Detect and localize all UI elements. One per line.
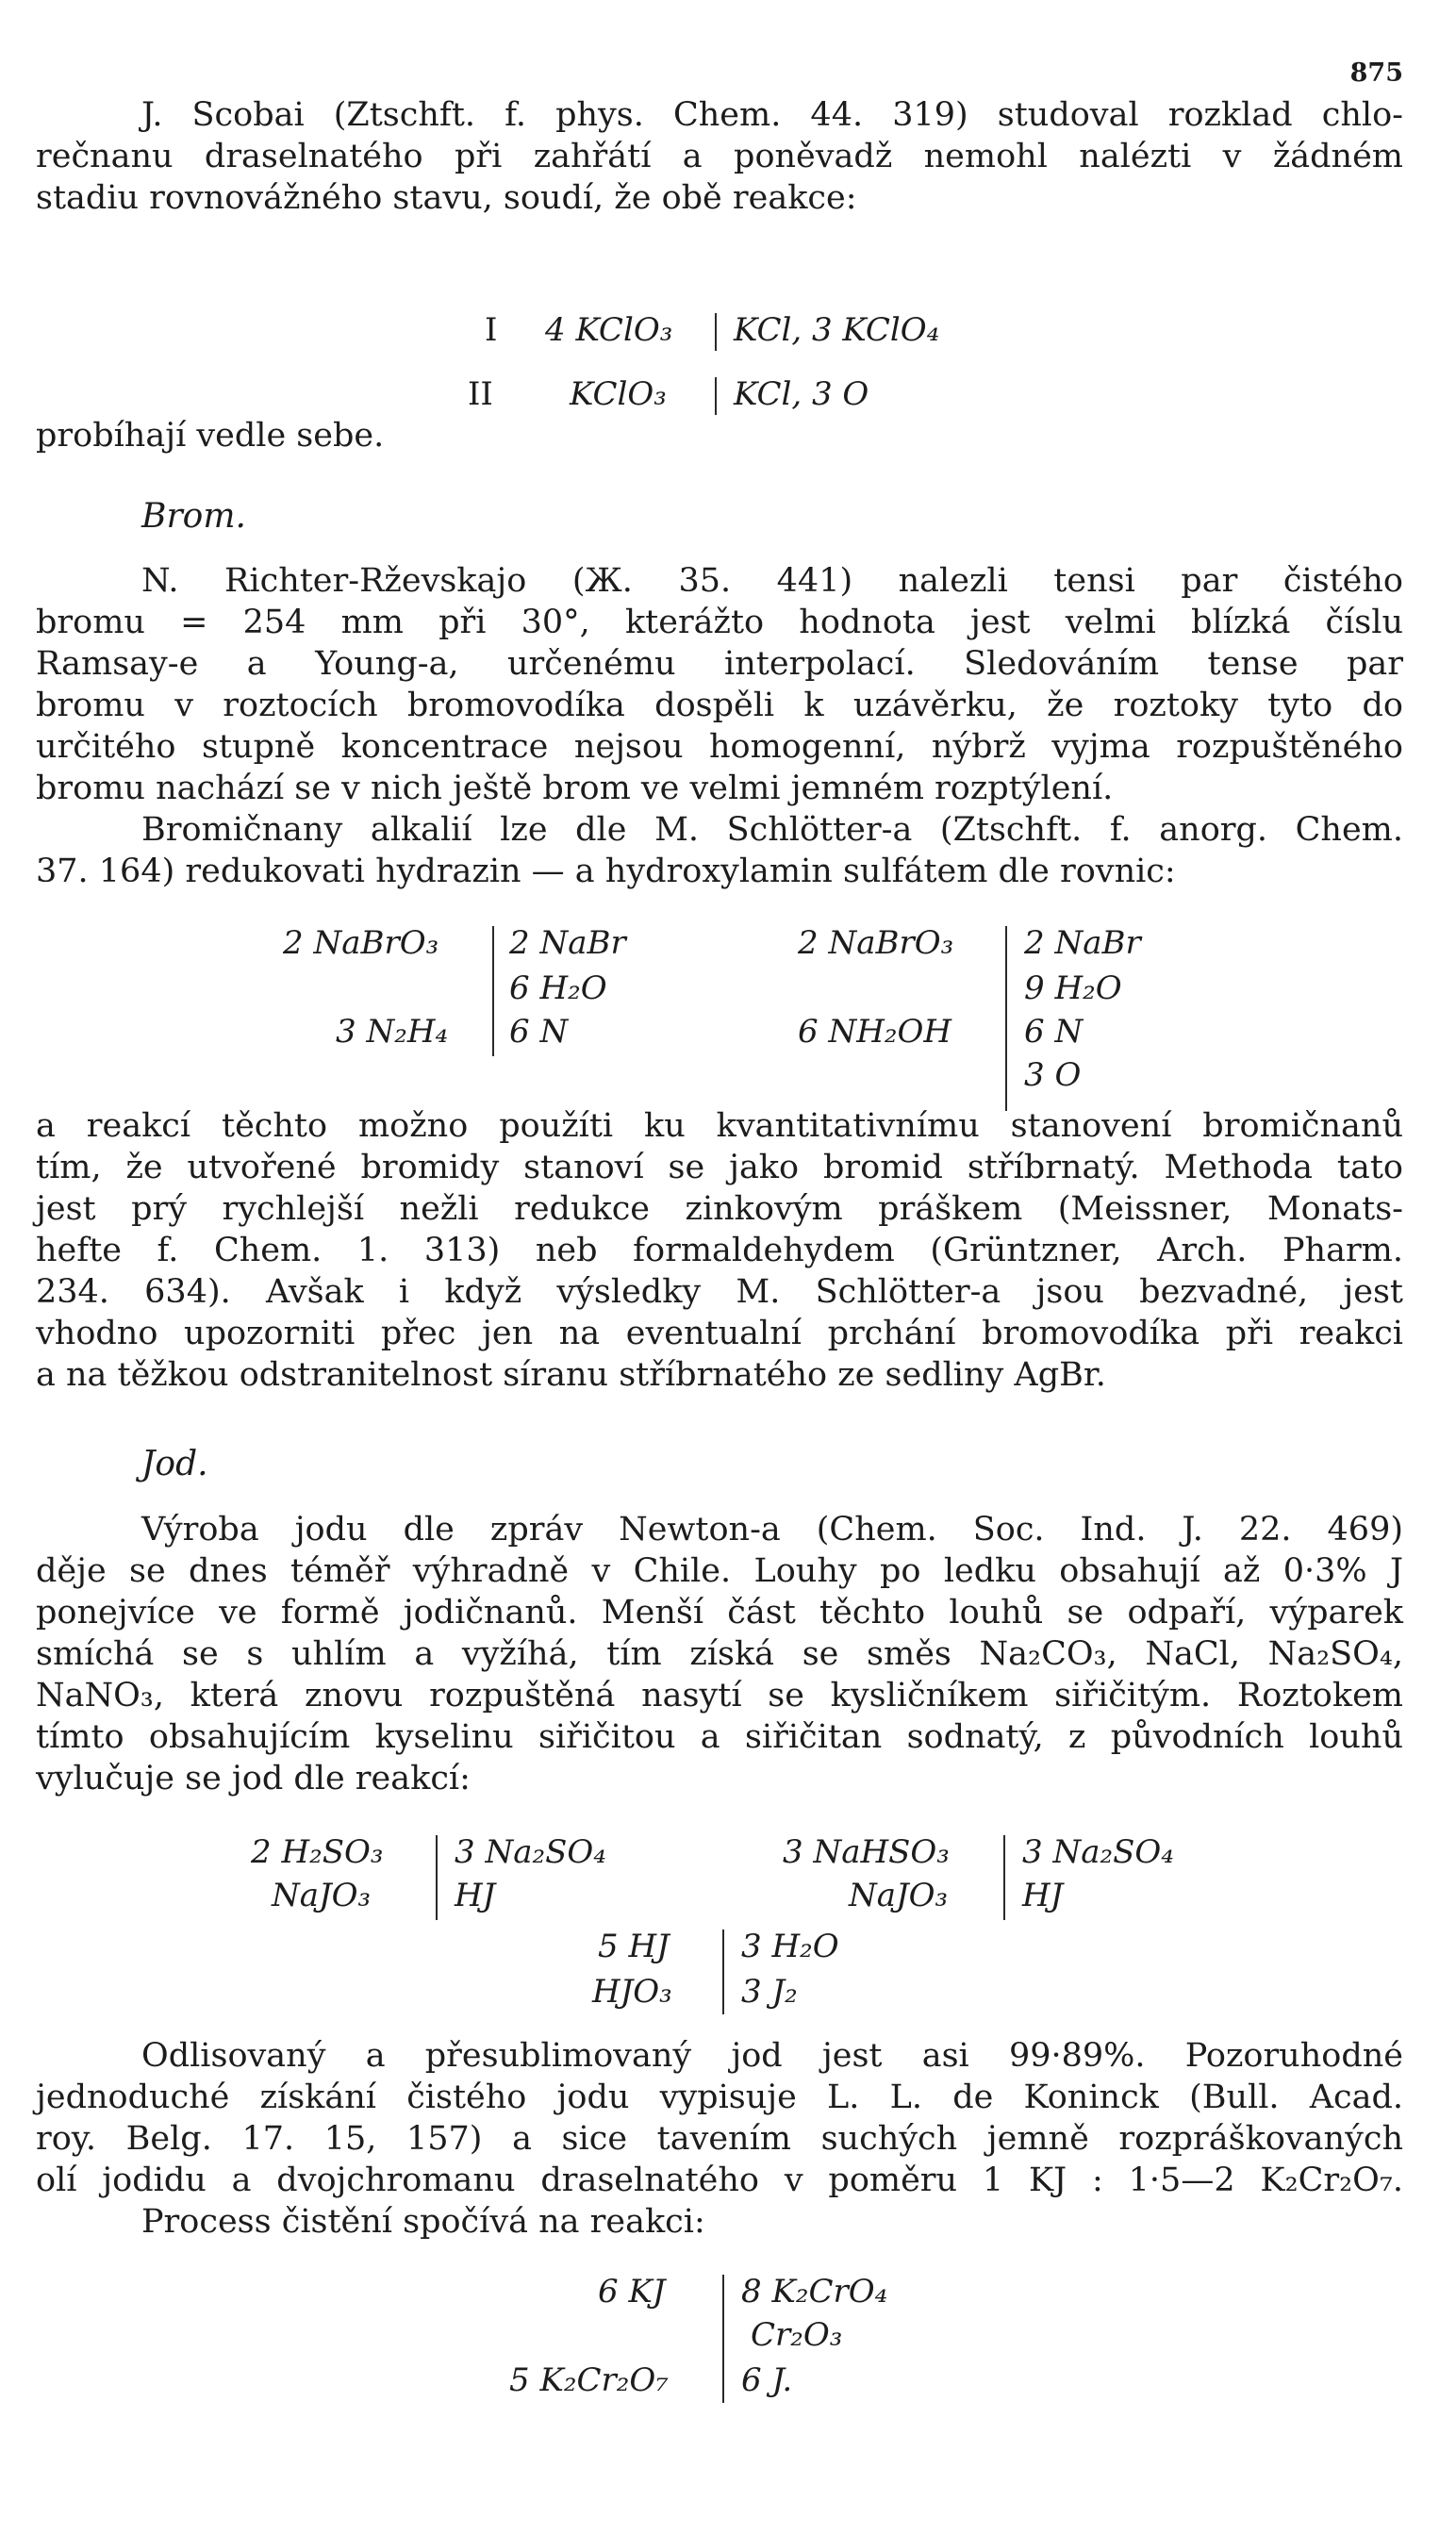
reaction-right: 3 Na₂SO₄ [1022, 1833, 1174, 1871]
paragraph-bromates [36, 809, 1403, 892]
reaction-right: 3 J₂ [741, 1973, 798, 2011]
reaction-roman-numeral: II [468, 375, 493, 413]
reaction-divider [715, 377, 717, 415]
text-line: smíchá se s uhlím a vyžíhá, tím získá se směs Na₂CO₃, NaCl, Na₂SO₄, [36, 1635, 1403, 1673]
text-line: stadiu rovnovážného stavu, soudí, že obě reakce: [36, 179, 857, 217]
paragraph-bromate-analysis [36, 1105, 1403, 1396]
text-line: určitého stupně koncentrace nejsou homogenní, nýbrž vyjma rozpuštěného [36, 728, 1403, 766]
text-line: jest prý rychlejší nežli redukce zinkovým práškem (Meissner, Monats- [36, 1190, 1403, 1228]
text-line: N. Richter-Rževskajo (Ж. 35. 441) nalezli tensi par čistého [141, 562, 1403, 600]
text-line: rečnanu draselnatého při zahřátí a poněvadž nemohl nalézti v žádném [36, 138, 1403, 175]
text-line: tím, že utvořené bromidy stanoví se jako bromid stříbrnatý. Methoda tato [36, 1149, 1403, 1186]
text-line: vylučuje se jod dle reakcí: [36, 1760, 471, 1797]
reaction-right: 3 Na₂SO₄ [455, 1833, 606, 1871]
text-line: a na těžkou odstranitelnost síranu stříbrnatého ze sedliny AgBr. [36, 1356, 1106, 1394]
text-line: bromu = 254 mm při 30°, kterážto hodnota jest velmi blízká číslu [36, 604, 1403, 641]
paragraph-koninck [36, 2035, 1403, 2243]
reaction-left: HJO₃ [592, 1973, 672, 2011]
reaction-divider [1005, 926, 1007, 1111]
reaction-left: NaJO₃ [272, 1877, 372, 1914]
reaction-right: 2 NaBr [1024, 924, 1141, 962]
reaction-divider [492, 926, 494, 1056]
reaction-right: 3 H₂O [741, 1928, 839, 1965]
reaction-left: 5 K₂Cr₂O₇ [509, 2361, 669, 2399]
reaction-right: 6 H₂O [509, 969, 607, 1007]
text-line: Bromičnany alkalií lze dle M. Schlötter-a (Ztschft. f. anorg. Chem. [141, 811, 1403, 849]
reaction-divider [436, 1835, 438, 1920]
text-line: NaNO₃, která znovu rozpuštěná nasytí se kysličníkem siřičitým. Roztokem [36, 1677, 1403, 1714]
text-line: tímto obsahujícím kyselinu siřičitou a siřičitan sodnatý, z původních louhů [36, 1718, 1403, 1756]
text-line: Výroba jodu dle zpráv Newton-a (Chem. Soc. Ind. J. 22. 469) [141, 1511, 1403, 1549]
reaction-divider [715, 313, 717, 351]
page-number: 875 [1349, 58, 1403, 88]
text-line: probíhají vedle sebe. [36, 417, 385, 455]
reaction-left: 3 NaHSO₃ [783, 1833, 950, 1871]
reaction-left: 6 KJ [598, 2273, 666, 2310]
reaction-right: 8 K₂CrO₄ [741, 2273, 888, 2310]
reaction-right: 6 N [1024, 1013, 1084, 1051]
reaction-right: Cr₂O₃ [751, 2316, 843, 2354]
section-heading-jod: Jod. [141, 1445, 208, 1483]
text-line: jednoduché získání čistého jodu vypisuje L. L. de Koninck (Bull. Acad. [36, 2079, 1403, 2116]
text-line: hefte f. Chem. 1. 313) neb formaldehydem (Grüntzner, Arch. Pharm. [36, 1232, 1403, 1269]
paragraph-scobai [36, 94, 1403, 219]
reaction-roman-numeral: I [485, 311, 498, 349]
paragraph-scobai-end [36, 415, 1403, 456]
text-line: Process čistění spočívá na reakci: [141, 2203, 705, 2241]
section-heading-brom: Brom. [141, 497, 246, 536]
reaction-divider [722, 2275, 724, 2403]
reaction-divider [1003, 1835, 1005, 1920]
text-line: olí jodidu a dvojchromanu draselnatého v poměru 1 KJ : 1·5—2 K₂Cr₂O₇. [36, 2161, 1403, 2199]
reaction-right: KCl, 3 O [734, 375, 869, 413]
text-line: roy. Belg. 17. 15, 157) a sice tavením suchých jemně rozpráškovaných [36, 2120, 1403, 2158]
text-line: 234. 634). Avšak i když výsledky M. Schlötter-a jsou bezvadné, jest [36, 1273, 1403, 1311]
reaction-left: 6 NH₂OH [798, 1013, 951, 1051]
reaction-left: 4 KClO₃ [545, 311, 673, 349]
reaction-right: 2 NaBr [509, 924, 626, 962]
reaction-right: KCl, 3 KClO₄ [734, 311, 940, 349]
text-line: ponejvíce ve formě jodičnanů. Menší část těchto louhů se odpaří, výparek [36, 1594, 1403, 1631]
paragraph-richter [36, 560, 1403, 809]
reaction-right: HJ [1022, 1877, 1064, 1914]
reaction-left: NaJO₃ [849, 1877, 949, 1914]
text-line: děje se dnes téměř výhradně v Chile. Louhy po ledku obsahují až 0·3% J [36, 1552, 1403, 1590]
reaction-right: HJ [455, 1877, 496, 1914]
text-line: Odlisovaný a přesublimovaný jod jest asi 99·89%. Pozoruhodné [141, 2037, 1403, 2075]
reaction-right: 6 N [509, 1013, 569, 1051]
text-line: vhodno upozorniti přec jen na eventualní prchání bromovodíka při reakci [36, 1315, 1403, 1352]
text-line: Ramsay-e a Young-a, určenému interpolací. Sledováním tense par [36, 645, 1403, 683]
reaction-left: 5 HJ [598, 1928, 670, 1965]
text-line: a reakcí těchto možno použíti ku kvantitativnímu stanovení bromičnanů [36, 1107, 1403, 1145]
reaction-right: 3 O [1024, 1056, 1082, 1094]
reaction-right: 9 H₂O [1024, 969, 1122, 1007]
paragraph-newton [36, 1509, 1403, 1799]
text-line: 37. 164) redukovati hydrazin — a hydroxylamin sulfátem dle rovnic: [36, 853, 1176, 890]
reaction-divider [722, 1929, 724, 2014]
reaction-left: 2 NaBrO₃ [798, 924, 954, 962]
text-line: J. Scobai (Ztschft. f. phys. Chem. 44. 319) studoval rozklad chlo- [141, 96, 1403, 134]
reaction-left: KClO₃ [570, 375, 667, 413]
text-line: bromu v roztocích bromovodíka dospěli k uzávěrku, že roztoky tyto do [36, 687, 1403, 724]
reaction-left: 2 NaBrO₃ [283, 924, 439, 962]
reaction-right: 6 J. [741, 2361, 793, 2399]
reaction-left: 2 H₂SO₃ [251, 1833, 384, 1871]
reaction-left: 3 N₂H₄ [336, 1013, 449, 1051]
text-line: bromu nachází se v nich ještě brom ve velmi jemném rozptýlení. [36, 770, 1114, 807]
